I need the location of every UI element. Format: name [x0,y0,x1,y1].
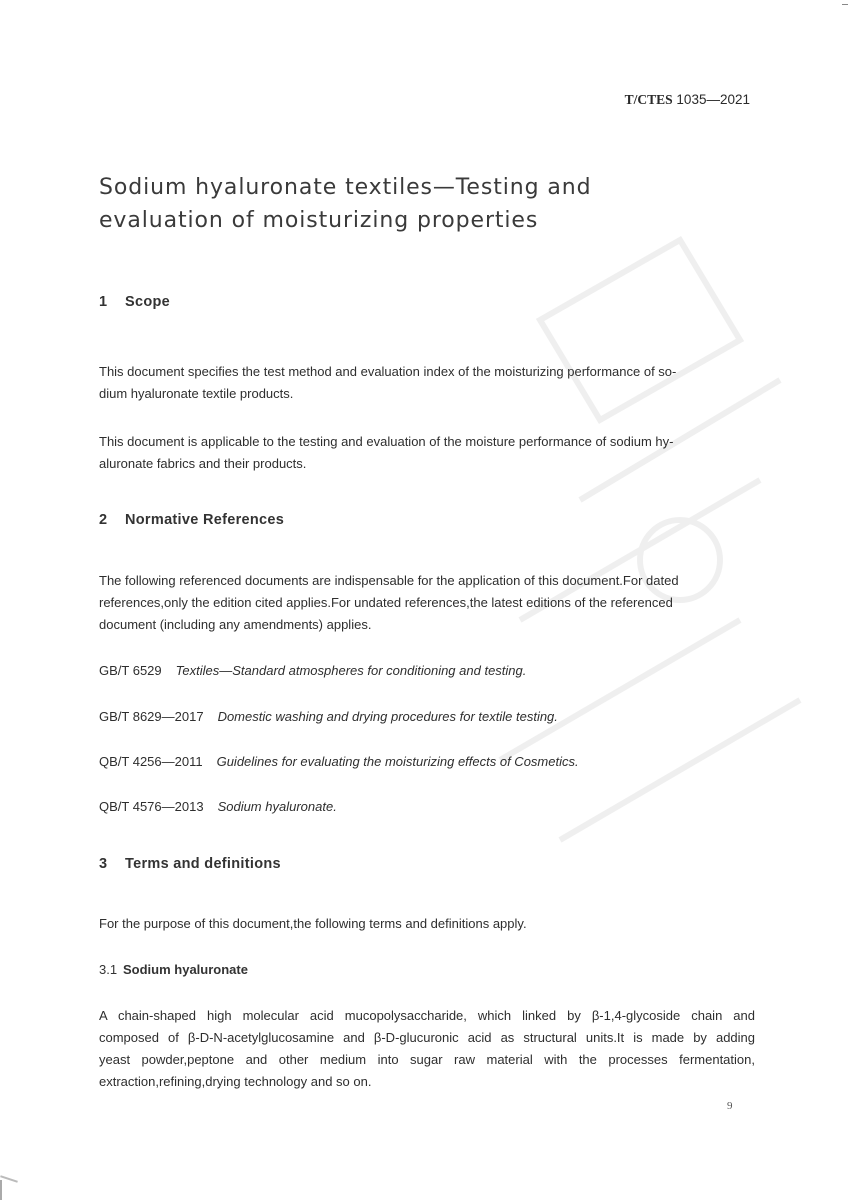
reference-title: Sodium hyaluronate. [217,799,337,814]
reference-code: QB/T 4576—2013 [99,799,204,814]
reference-code: GB/T 8629—2017 [99,709,204,724]
subsection-number: 3.1 [99,962,118,977]
terms-intro-paragraph [99,913,755,935]
section-heading-normative-references [99,512,284,528]
paragraph-line: document (including any amendments) applies. [99,617,372,632]
scope-paragraph-1 [99,361,755,405]
section-title: Scope [125,294,171,310]
subsection-title: Sodium hyaluronate [123,962,248,977]
definition-paragraph [99,1005,755,1093]
section-number: 3 [99,856,108,872]
paragraph-line: references,only the edition cited applies.For undated references,the latest editions of the referenced [99,595,673,610]
title-line-2: evaluation of moisturizing properties [99,208,539,233]
paragraph-line: This document specifies the test method and evaluation index of the moisturizing performance of so- [99,364,677,379]
reference-title: Textiles—Standard atmospheres for conditioning and testing. [175,663,527,678]
watermark-icon [480,200,840,900]
paragraph-line: extraction,refining,drying technology and so on. [99,1074,372,1089]
reference-title: Domestic washing and drying procedures for textile testing. [217,709,558,724]
title-line-1: Sodium hyaluronate textiles—Testing and [99,175,592,200]
paragraph-line: This document is applicable to the testing and evaluation of the moisture performance of sodium hy- [99,434,674,449]
page-number: 9 [727,1100,733,1112]
paragraph-line: composed of β-D-N-acetylglucosamine and β-D-glucuronic acid as structural units.It is made by adding [99,1030,755,1045]
standard-prefix: T/CTES [624,92,673,107]
section-number: 2 [99,512,108,528]
paragraph-line: aluronate fabrics and their products. [99,456,307,471]
section-heading-scope [99,294,170,310]
section-number: 1 [99,294,108,310]
reference-item [99,709,558,724]
standard-code [600,92,750,108]
standard-number: 1035—2021 [672,92,750,107]
paragraph-line: For the purpose of this document,the following terms and definitions apply. [99,916,527,931]
scan-corner-mark [0,1175,18,1182]
paragraph-line: dium hyaluronate textile products. [99,386,294,401]
paragraph-line: A chain-shaped high molecular acid mucopolysaccharide, which linked by β-1,4-glycoside chain and [99,1008,755,1023]
reference-item [99,799,337,814]
normative-intro-paragraph [99,570,755,636]
document-title [99,171,699,237]
reference-title: Guidelines for evaluating the moisturizing effects of Cosmetics. [216,754,579,769]
reference-code: GB/T 6529 [99,663,162,678]
reference-item [99,754,579,769]
paragraph-line: yeast powder,peptone and other medium into sugar raw material with the processes fermentation, [99,1052,755,1067]
paragraph-line: The following referenced documents are indispensable for the application of this document.For dated [99,573,679,588]
section-title: Terms and definitions [125,856,281,872]
section-heading-terms-definitions [99,856,281,872]
scope-paragraph-2 [99,431,755,475]
subsection-heading-sodium-hyaluronate [99,962,248,977]
scan-corner-mark [0,1180,2,1200]
reference-code: QB/T 4256—2011 [99,754,203,769]
reference-item [99,663,526,678]
section-title: Normative References [125,512,285,528]
edge-tick-mark [842,4,848,5]
